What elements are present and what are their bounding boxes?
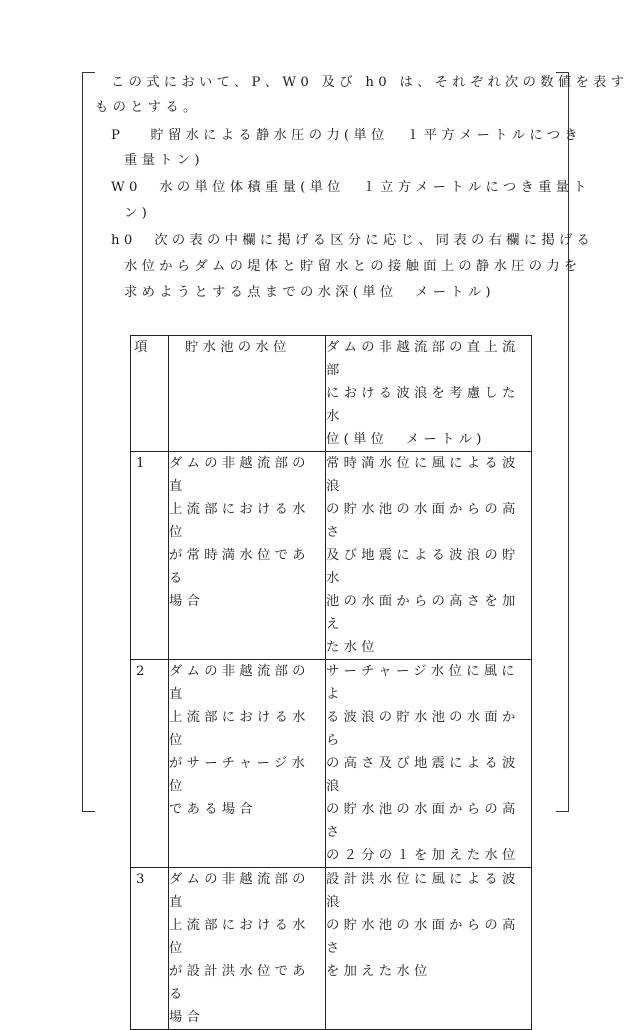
- definition-p-line-1: P 貯留水による静水圧の力(単位 １平方メートルにつき: [111, 128, 582, 143]
- header-reservoir-level: 貯水池の水位: [169, 336, 326, 452]
- row-number: 3: [131, 868, 169, 1030]
- definition-p-line-2: 重量トン): [124, 153, 204, 168]
- definition-h0-line-2: 水位からダムの堤体と貯留水との接触面上の静水圧の力を: [124, 259, 582, 274]
- left-bracket: [82, 72, 95, 812]
- row-condition: ダムの非越流部の直 上流部における水位 が設計洪水位である 場合: [169, 868, 326, 1030]
- row-number: 1: [131, 452, 169, 660]
- row-water-level: サーチャージ水位に風によ る波浪の貯水池の水面から の高さ及び地震による波浪 の貯水池の水面からの高さ の２分の１を加えた水位: [326, 660, 532, 868]
- row-water-level: 常時満水位に風による波浪 の貯水池の水面からの高さ 及び地震による波浪の貯水 池の水面からの高さを加え た水位: [326, 452, 532, 660]
- water-level-table: [130, 335, 532, 1030]
- row-condition: ダムの非越流部の直 上流部における水位 が常時満水位である 場合: [169, 452, 326, 660]
- row-number: 2: [131, 660, 169, 868]
- definition-w0-line-1: W0 水の単位体積重量(単位 １立方メートルにつき重量ト: [111, 180, 591, 195]
- header-wave-adjusted-level: ダムの非越流部の直上流部 における波浪を考慮した水 位(単位 メートル): [326, 336, 532, 452]
- table-row: [131, 660, 532, 868]
- definition-w0-line-2: ン): [124, 206, 152, 221]
- table-row: [131, 452, 532, 660]
- definition-h0-line-3: 求めようとする点までの水深(単位 メートル): [124, 285, 495, 300]
- intro-line-1: この式において、P、W0 及び h0 は、それぞれ次の数値を表す: [111, 75, 629, 90]
- header-item: 項: [131, 336, 169, 452]
- row-condition: ダムの非越流部の直 上流部における水位 がサーチャージ水位 である場合: [169, 660, 326, 868]
- table-header-row: [131, 336, 532, 452]
- row-water-level: 設計洪水位に風による波浪 の貯水池の水面からの高さ を加えた水位: [326, 868, 532, 1030]
- definition-h0-line-1: h0 次の表の中欄に掲げる区分に応じ、同表の右欄に掲げる: [111, 233, 595, 248]
- intro-line-2: ものとする。: [95, 100, 201, 115]
- table-row: [131, 868, 532, 1030]
